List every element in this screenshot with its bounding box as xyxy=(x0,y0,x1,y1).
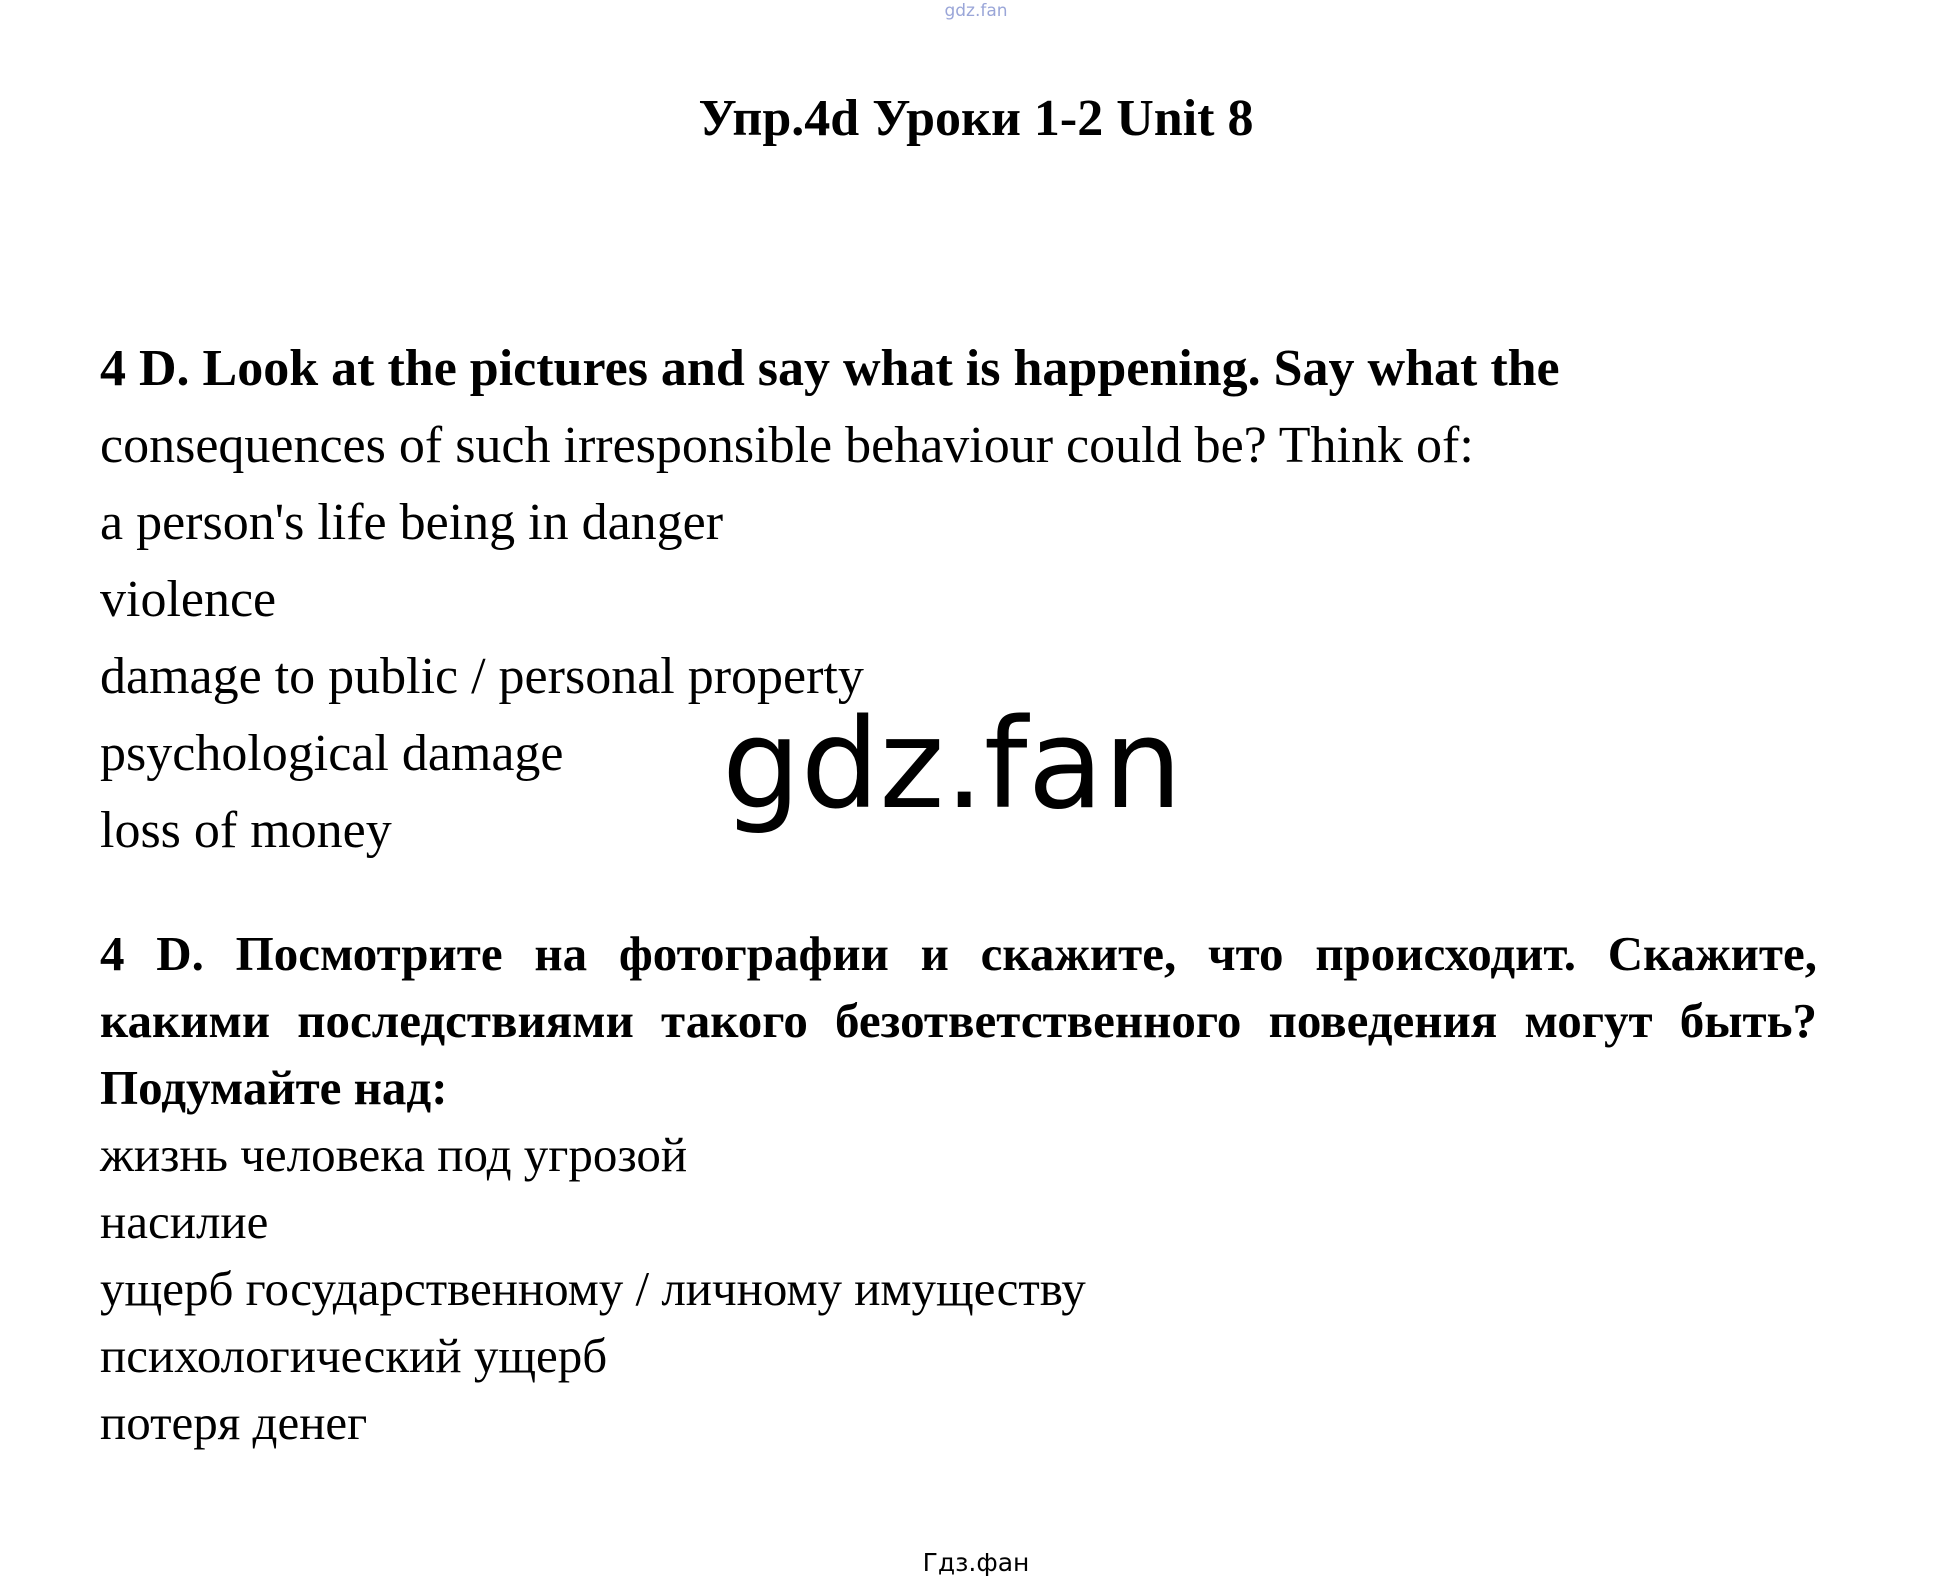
footer-watermark: Гдз.фан xyxy=(922,1548,1030,1577)
russian-option-violence: насилие xyxy=(100,1194,269,1249)
center-watermark: gdz.fan xyxy=(722,693,1183,837)
english-option-psychological-damage: psychological damage xyxy=(100,725,564,782)
english-option-loss-of-money: loss of money xyxy=(100,802,392,859)
page-title: Упр.4d Уроки 1-2 Unit 8 xyxy=(698,90,1254,147)
english-task-heading: 4 D. Look at the pictures and say what is happening. Say what the xyxy=(100,340,1560,397)
english-option-property-damage: damage to public / personal property xyxy=(100,648,864,705)
english-option-life-danger: a person's life being in danger xyxy=(100,494,724,551)
english-option-violence: violence xyxy=(100,571,277,628)
top-watermark: gdz.fan xyxy=(944,1,1008,21)
russian-option-property-damage: ущерб государственному / личному имуществу xyxy=(100,1261,1086,1316)
russian-option-life-danger: жизнь человека под угрозой xyxy=(100,1127,688,1182)
russian-option-loss-of-money: потеря денег xyxy=(100,1395,368,1450)
russian-task-heading: 4 D. Посмотрите на фотографии и скажите, что происходит. Скажите, какими последствиями такого безответственного поведения могут быть? Подумайте над: xyxy=(100,926,1817,1115)
russian-option-psychological-damage: психологический ущерб xyxy=(100,1328,608,1383)
english-task-line: consequences of such irresponsible behaviour could be? Think of: xyxy=(100,417,1474,474)
russian-translation xyxy=(100,920,1817,1456)
